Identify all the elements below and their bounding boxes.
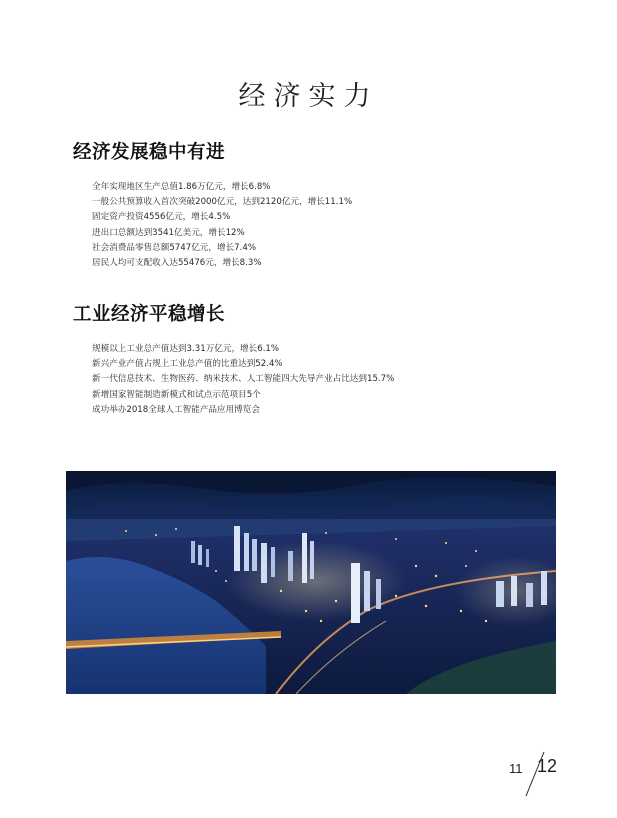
list-item: 居民人均可支配收入达55476元，增长8.3%	[92, 258, 262, 269]
list-item: 新一代信息技术、生物医药、纳米技术、人工智能四大先导产业占比达到15.7%	[92, 374, 395, 385]
list-item: 全年实现地区生产总值1.86万亿元，增长6.8%	[92, 182, 271, 192]
list-item: 规模以上工业总产值达到3.31万亿元，增长6.1%	[92, 344, 280, 354]
list-item: 一般公共预算收入首次突破2000亿元，达到2120亿元，增长11.1%	[92, 197, 353, 208]
list-item: 新兴产业产值占规上工业总产值的比重达到52.4%	[92, 359, 283, 370]
city-night-photo	[66, 471, 556, 694]
page-number-current: 11	[509, 761, 523, 776]
list-item: 成功举办2018全球人工智能产品应用博览会	[92, 404, 260, 415]
page-title: 经济实力	[238, 81, 379, 112]
list-item: 进出口总额达到3541亿美元，增长12%	[92, 227, 245, 238]
page-number-total: 12	[537, 756, 558, 776]
list-item: 固定资产投资4556亿元，增长4.5%	[92, 212, 231, 223]
list-item: 新增国家智能制造新模式和试点示范项目5个	[92, 389, 261, 400]
economy-stats-list	[92, 180, 352, 271]
industry-stats-list	[92, 342, 394, 418]
list-item: 社会消费品零售总额5747亿元，增长7.4%	[92, 242, 257, 253]
section-heading-economy: 经济发展稳中有进	[73, 142, 226, 163]
section-heading-industry: 工业经济平稳增长	[73, 304, 226, 325]
